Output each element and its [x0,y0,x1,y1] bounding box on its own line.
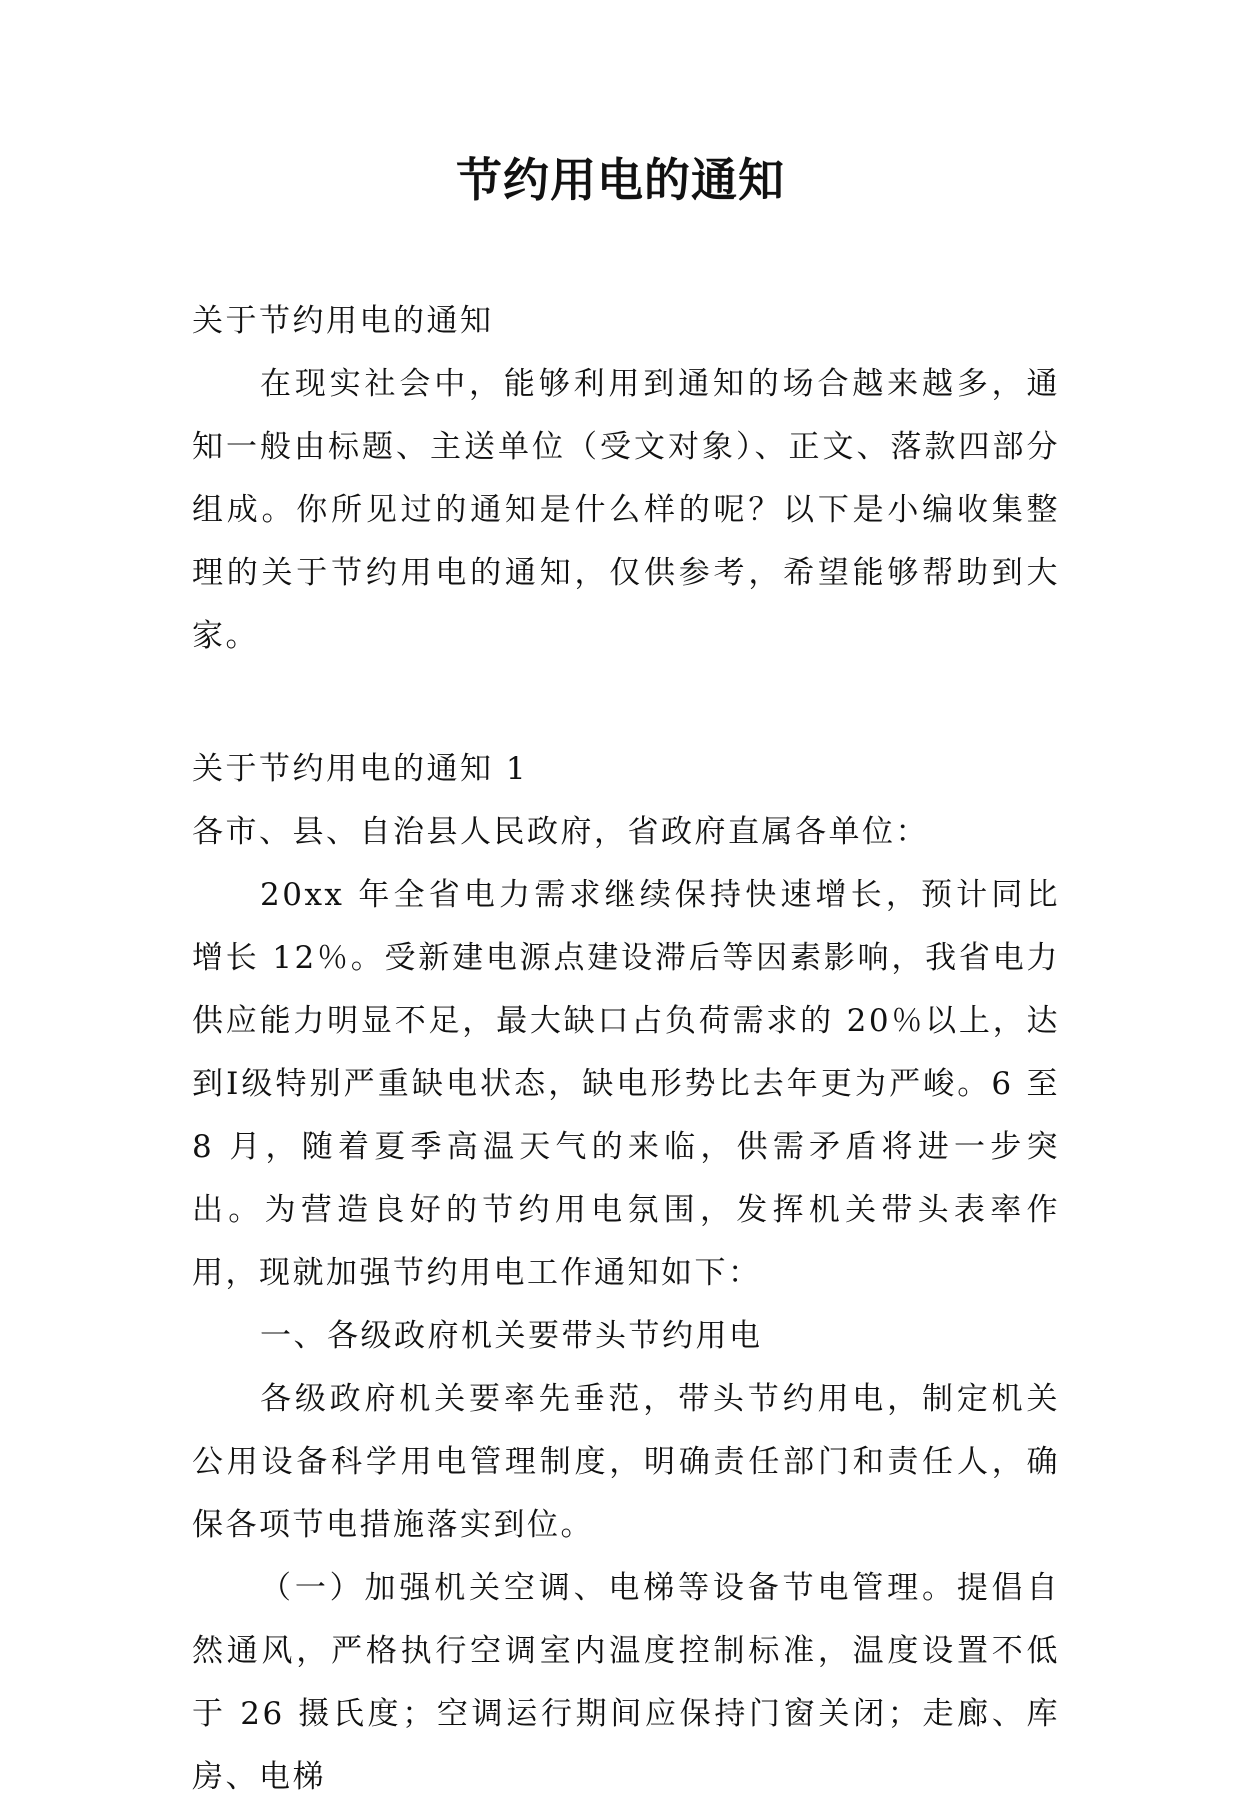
intro-paragraph: 在现实社会中，能够利用到通知的场合越来越多，通知一般由标题、主送单位（受文对象）、正文、落款四部分组成。你所见过的通知是什么样的呢？以下是小编收集整理的关于节约用电的通知，仅供参考，希望能够帮助到大家。 [192,366,1060,654]
point-1-paragraph: 各级政府机关要率先垂范，带头节约用电，制定机关公用设备科学用电管理制度，明确责任部门和责任人，确保各项节电措施落实到位。 [192,1381,1060,1543]
section-heading: 关于节约用电的通知 1 [192,751,529,787]
document-subtitle: 关于节约用电的通知 [192,303,494,339]
background-paragraph: 20xx 年全省电力需求继续保持快速增长，预计同比增长 12％。受新建电源点建设滞后等因素影响，我省电力供应能力明显不足，最大缺口占负荷需求的 20％以上，达到Ⅰ级特别严重缺电状态，缺电形势比去年更为严峻。6 至 8 月，随着夏季高温天气的来临，供需矛盾将进一步突出。为营造良好的节约用电氛围，发挥机关带头表率作用，现就加强节约用电工作通知如下： [192,877,1060,1291]
subpoint-1-paragraph: （一）加强机关空调、电梯等设备节电管理。提倡自然通风，严格执行空调室内温度控制标准，温度设置不低于 26 摄氏度；空调运行期间应保持门窗关闭；走廊、库房、电梯 [192,1570,1060,1795]
point-1-heading: 一、各级政府机关要带头节约用电 [260,1318,763,1354]
document-body [192,290,1060,1809]
document-title: 节约用电的通知 [456,153,785,207]
addressee-line: 各市、县、自治县人民政府，省政府直属各单位： [192,814,929,850]
